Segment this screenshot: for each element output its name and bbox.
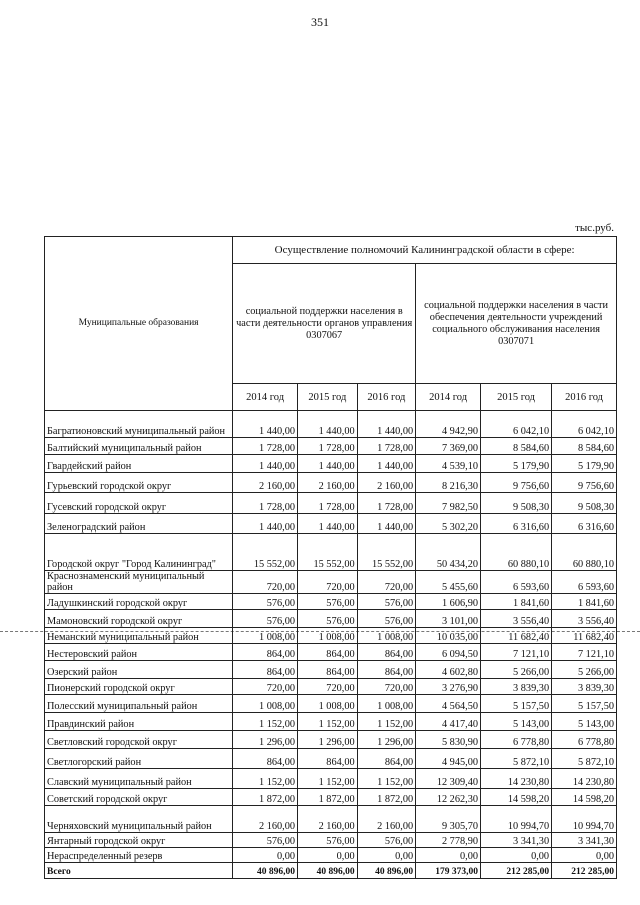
table-row [45,514,617,534]
amount-cell: 12 309,40 [416,769,481,789]
group-code: 0307071 [498,335,535,347]
budget-table [44,236,617,879]
amount-cell: 864,00 [233,749,298,769]
year-header: 2015 год [298,384,358,411]
amount-cell: 3 101,00 [416,610,481,628]
amount-cell: 6 778,80 [552,731,617,749]
year-header: 2016 год [552,384,617,411]
amount-cell: 2 160,00 [357,806,416,833]
amount-cell: 864,00 [357,644,416,661]
amount-cell: 3 341,30 [552,833,617,848]
amount-cell: 1 152,00 [357,769,416,789]
amount-cell: 6 042,10 [552,411,617,438]
amount-cell: 4 564,50 [416,695,481,713]
amount-cell: 576,00 [357,833,416,848]
municipality-name: Полесский муниципальный район [45,695,233,713]
amount-cell: 3 556,40 [552,610,617,628]
amount-cell: 5 266,00 [552,661,617,679]
amount-cell: 864,00 [357,749,416,769]
amount-cell: 1 296,00 [298,731,358,749]
table-row [45,594,617,610]
amount-cell: 60 880,10 [481,534,552,571]
amount-cell: 1 440,00 [233,455,298,473]
amount-cell: 720,00 [298,571,358,594]
amount-cell: 1 728,00 [357,493,416,514]
amount-cell: 14 598,20 [481,789,552,806]
amount-cell: 10 994,70 [481,806,552,833]
table-row [45,411,617,438]
amount-cell: 7 982,50 [416,493,481,514]
group-label: социальной поддержки населения в части обеспечения деятельности учреждений социального обслуживания населения [424,299,609,335]
municipality-name: Пионерский городской округ [45,679,233,695]
amount-cell: 1 728,00 [298,493,358,514]
municipality-name: Балтийский муниципальный район [45,438,233,455]
amount-cell: 6 094,50 [416,644,481,661]
amount-cell: 3 556,40 [481,610,552,628]
year-header: 2015 год [481,384,552,411]
amount-cell: 3 839,30 [481,679,552,695]
amount-cell: 6 316,60 [552,514,617,534]
table-row [45,806,617,833]
amount-cell: 6 593,60 [481,571,552,594]
amount-cell: 576,00 [298,594,358,610]
municipality-name: Нераспределенный резерв [45,848,233,863]
amount-cell: 5 179,90 [552,455,617,473]
amount-cell: 7 121,10 [552,644,617,661]
amount-cell: 4 945,00 [416,749,481,769]
amount-cell: 864,00 [298,749,358,769]
municipality-name: Черняховский муниципальный район [45,806,233,833]
municipality-name: Светловский городской округ [45,731,233,749]
amount-cell: 50 434,20 [416,534,481,571]
table-row [45,610,617,628]
amount-cell: 576,00 [298,610,358,628]
amount-cell: 1 296,00 [233,731,298,749]
amount-cell: 1 440,00 [233,514,298,534]
amount-cell: 576,00 [357,594,416,610]
table-row [45,493,617,514]
amount-cell: 5 266,00 [481,661,552,679]
municipality-name: Славский муниципальный район [45,769,233,789]
amount-cell: 1 728,00 [298,438,358,455]
amount-cell: 15 552,00 [298,534,358,571]
amount-cell: 1 841,60 [481,594,552,610]
amount-cell: 1 728,00 [233,438,298,455]
amount-cell: 1 296,00 [357,731,416,749]
amount-cell: 576,00 [357,610,416,628]
amount-cell: 11 682,40 [552,628,617,644]
municipality-name: Гурьевский городской округ [45,473,233,493]
year-header: 2014 год [233,384,298,411]
municipality-name: Багратионовский муниципальный район [45,411,233,438]
amount-cell: 1 152,00 [357,713,416,731]
amount-cell: 864,00 [233,644,298,661]
municipality-name: Зеленоградский район [45,514,233,534]
amount-cell: 6 316,60 [481,514,552,534]
table-row [45,473,617,493]
municipality-name: Городской округ "Город Калининград" [45,534,233,571]
amount-cell: 3 839,30 [552,679,617,695]
amount-cell: 1 008,00 [298,695,358,713]
amount-cell: 9 756,60 [481,473,552,493]
table-row [45,438,617,455]
amount-cell: 1 152,00 [298,769,358,789]
amount-cell: 9 508,30 [481,493,552,514]
table-row [45,628,617,644]
amount-cell: 576,00 [233,610,298,628]
amount-cell: 720,00 [298,679,358,695]
table-row [45,571,617,594]
table-row [45,661,617,679]
amount-cell: 6 593,60 [552,571,617,594]
amount-cell: 10 035,00 [416,628,481,644]
amount-cell: 4 417,40 [416,713,481,731]
amount-cell: 1 440,00 [298,455,358,473]
year-header: 2014 год [416,384,481,411]
amount-cell: 1 008,00 [298,628,358,644]
amount-cell: 60 880,10 [552,534,617,571]
amount-cell: 0,00 [552,848,617,863]
amount-cell: 5 872,10 [552,749,617,769]
amount-cell: 14 230,80 [552,769,617,789]
amount-cell: 864,00 [298,644,358,661]
amount-cell: 212 285,00 [481,863,552,879]
amount-cell: 5 143,00 [481,713,552,731]
amount-cell: 2 160,00 [298,806,358,833]
amount-cell: 5 157,50 [481,695,552,713]
municipality-name: Краснознаменский муниципальный район [45,571,233,594]
amount-cell: 11 682,40 [481,628,552,644]
amount-cell: 720,00 [357,571,416,594]
amount-cell: 179 373,00 [416,863,481,879]
amount-cell: 864,00 [357,661,416,679]
amount-cell: 1 440,00 [357,455,416,473]
amount-cell: 3 276,90 [416,679,481,695]
municipality-header: Муниципальные образования [45,237,233,411]
municipality-name: Неманский муниципальный район [45,628,233,644]
amount-cell: 6 042,10 [481,411,552,438]
table-row [45,534,617,571]
amount-cell: 1 152,00 [298,713,358,731]
table-row [45,644,617,661]
table-row [45,833,617,848]
amount-cell: 864,00 [298,661,358,679]
table-title: Осуществление полномочий Калининградской области в сфере: [233,237,617,264]
amount-cell: 3 341,30 [481,833,552,848]
amount-cell: 7 369,00 [416,438,481,455]
amount-cell: 4 942,90 [416,411,481,438]
amount-cell: 1 440,00 [233,411,298,438]
units-label: тыс.руб. [575,222,614,234]
amount-cell: 2 160,00 [298,473,358,493]
amount-cell: 1 440,00 [298,514,358,534]
amount-cell: 12 262,30 [416,789,481,806]
amount-cell: 15 552,00 [357,534,416,571]
amount-cell: 2 160,00 [233,806,298,833]
total-row [45,863,617,879]
amount-cell: 5 830,90 [416,731,481,749]
amount-cell: 864,00 [233,661,298,679]
amount-cell: 9 508,30 [552,493,617,514]
amount-cell: 10 994,70 [552,806,617,833]
municipality-name: Светлогорский район [45,749,233,769]
amount-cell: 7 121,10 [481,644,552,661]
amount-cell: 1 152,00 [233,769,298,789]
amount-cell: 576,00 [298,833,358,848]
amount-cell: 1 728,00 [233,493,298,514]
municipality-name: Янтарный городской округ [45,833,233,848]
municipality-name: Правдинский район [45,713,233,731]
group-label: социальной поддержки населения в части деятельности органов управления [236,305,413,329]
municipality-name: Нестеровский район [45,644,233,661]
group-header-0307067 [233,264,416,384]
amount-cell: 5 179,90 [481,455,552,473]
amount-cell: 9 756,60 [552,473,617,493]
municipality-name: Всего [45,863,233,879]
amount-cell: 720,00 [233,571,298,594]
municipality-name: Гусевский городской округ [45,493,233,514]
amount-cell: 0,00 [416,848,481,863]
amount-cell: 1 872,00 [357,789,416,806]
municipality-name: Гвардейский район [45,455,233,473]
amount-cell: 0,00 [481,848,552,863]
amount-cell: 0,00 [233,848,298,863]
amount-cell: 720,00 [357,679,416,695]
municipality-name: Советский городской округ [45,789,233,806]
amount-cell: 1 728,00 [357,438,416,455]
amount-cell: 1 841,60 [552,594,617,610]
municipality-name: Мамоновский городской округ [45,610,233,628]
amount-cell: 1 440,00 [357,514,416,534]
amount-cell: 576,00 [233,833,298,848]
amount-cell: 14 230,80 [481,769,552,789]
municipality-name: Ладушкинский городской округ [45,594,233,610]
amount-cell: 8 584,60 [552,438,617,455]
amount-cell: 5 302,20 [416,514,481,534]
amount-cell: 2 778,90 [416,833,481,848]
table-row [45,731,617,749]
amount-cell: 1 440,00 [357,411,416,438]
amount-cell: 14 598,20 [552,789,617,806]
amount-cell: 40 896,00 [357,863,416,879]
amount-cell: 4 539,10 [416,455,481,473]
amount-cell: 212 285,00 [552,863,617,879]
table-row [45,789,617,806]
amount-cell: 1 008,00 [233,628,298,644]
table-row [45,695,617,713]
table-row [45,749,617,769]
amount-cell: 0,00 [357,848,416,863]
municipality-name: Озерский район [45,661,233,679]
amount-cell: 5 157,50 [552,695,617,713]
amount-cell: 576,00 [233,594,298,610]
amount-cell: 0,00 [298,848,358,863]
page-number: 351 [311,15,329,29]
amount-cell: 40 896,00 [233,863,298,879]
amount-cell: 720,00 [233,679,298,695]
amount-cell: 1 008,00 [357,628,416,644]
amount-cell: 5 872,10 [481,749,552,769]
table-row [45,679,617,695]
amount-cell: 6 778,80 [481,731,552,749]
group-code: 0307067 [306,329,343,341]
amount-cell: 2 160,00 [357,473,416,493]
amount-cell: 2 160,00 [233,473,298,493]
amount-cell: 1 872,00 [233,789,298,806]
amount-cell: 4 602,80 [416,661,481,679]
amount-cell: 5 455,60 [416,571,481,594]
amount-cell: 1 440,00 [298,411,358,438]
amount-cell: 1 152,00 [233,713,298,731]
amount-cell: 9 305,70 [416,806,481,833]
table-row [45,713,617,731]
table-row [45,848,617,863]
amount-cell: 8 216,30 [416,473,481,493]
amount-cell: 1 008,00 [357,695,416,713]
amount-cell: 8 584,60 [481,438,552,455]
table-row [45,455,617,473]
year-header: 2016 год [357,384,416,411]
amount-cell: 1 606,90 [416,594,481,610]
amount-cell: 15 552,00 [233,534,298,571]
table-row [45,769,617,789]
amount-cell: 1 872,00 [298,789,358,806]
group-header-0307071 [416,264,617,384]
amount-cell: 1 008,00 [233,695,298,713]
amount-cell: 5 143,00 [552,713,617,731]
amount-cell: 40 896,00 [298,863,358,879]
